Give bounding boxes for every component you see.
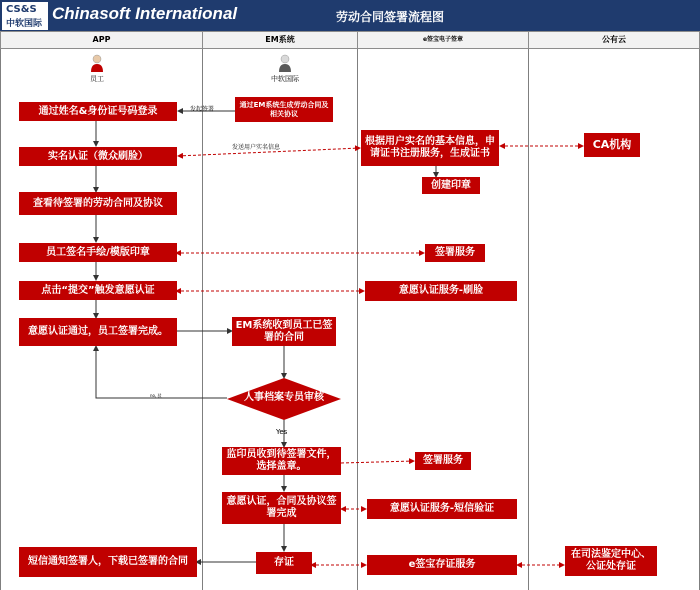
no-label: no, 驳 (150, 393, 162, 398)
app-notify-step: 短信通知签署人，下载已签署的合同 (19, 547, 197, 577)
person-icon (278, 54, 292, 72)
cloud-judicial-step: 在司法鉴定中心、公证处存证 (565, 546, 657, 576)
send-info-note: 发送用户实名信息 (232, 144, 281, 151)
person-icon (90, 54, 104, 72)
app-login-step: 通过姓名&身份证号码登录 (19, 102, 177, 121)
app-sign-step: 员工签名手绘/模版印章 (19, 243, 177, 262)
em-seal-step: 监印员收到待签署文件，选择盖章。 (222, 447, 341, 475)
column-header-app: APP (0, 31, 203, 49)
column-header-esign: e签宝电子签章 (357, 31, 529, 49)
employee-actor (80, 54, 114, 84)
initiate-sign-note: 发起签署 (190, 106, 215, 113)
em-review-label: 人事档案专员审核 (244, 392, 324, 403)
company-label: 中软国际 (271, 75, 299, 83)
column-header-cloud: 公有云 (528, 31, 700, 49)
em-store-step: 存证 (256, 552, 312, 574)
logo-line1: CS&S (6, 4, 37, 15)
esign-will-face-step: 意愿认证服务-刷脸 (365, 281, 517, 301)
esign-store-step: e签宝存证服务 (367, 555, 517, 575)
esign-sign-service-step: 签署服务 (425, 244, 485, 262)
esign-will-sms-step: 意愿认证服务-短信验证 (367, 499, 517, 519)
employee-label: 员工 (90, 75, 104, 83)
page-title: 劳动合同签署流程图 (335, 10, 444, 24)
app-submit-step: 点击“提交”触发意愿认证 (19, 281, 177, 300)
esign-cert-step: 根据用户实名的基本信息，申请证书注册服务，生成证书 (361, 130, 499, 166)
em-received-step: EM系统收到员工已签署的合同 (232, 317, 336, 346)
em-complete-step: 意愿认证，合同及协议签署完成 (222, 492, 341, 524)
logo-line2: 中软国际 (6, 19, 43, 29)
app-realname-step: 实名认证（微众刷脸） (19, 147, 177, 166)
em-generate-step: 通过EM系统生成劳动合同及相关协议 (235, 97, 333, 122)
company-actor (260, 54, 310, 84)
app-view-step: 查看待签署的劳动合同及协议 (19, 192, 177, 215)
esign-seal-step: 创建印章 (422, 177, 480, 194)
column-header-em: EM系统 (202, 31, 358, 49)
brand-name: Chinasoft International (52, 4, 238, 23)
cloud-ca-step: CA机构 (584, 133, 640, 157)
yes-label: Yes (276, 428, 288, 436)
app-done-step: 意愿认证通过，员工签署完成。 (19, 318, 177, 346)
esign-sign-service2-step: 签署服务 (415, 452, 471, 470)
